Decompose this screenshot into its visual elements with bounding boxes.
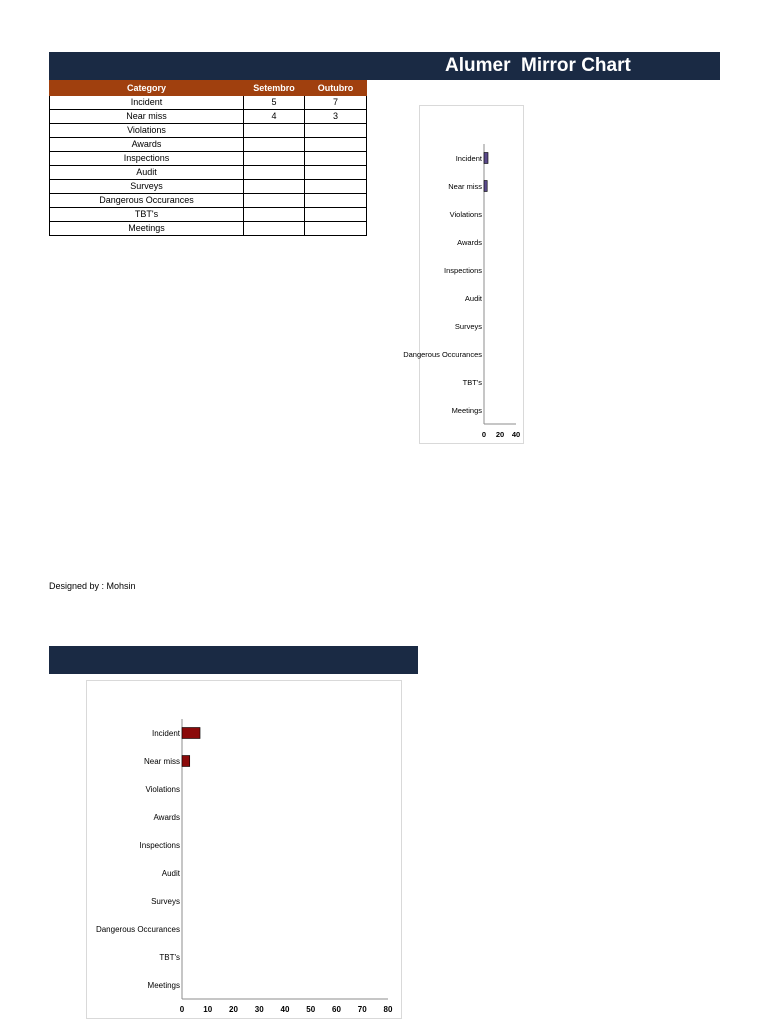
category-label: Audit: [161, 869, 180, 878]
designer-credit: Designed by : Mohsin: [49, 581, 136, 591]
table-cell[interactable]: [244, 166, 305, 180]
table-row: [50, 110, 367, 124]
table-cell[interactable]: 5: [244, 96, 305, 110]
table-cell[interactable]: Violations: [50, 124, 244, 138]
x-tick-label: 80: [383, 1005, 393, 1014]
x-tick-label: 60: [332, 1005, 341, 1014]
table-row: [50, 194, 367, 208]
column-header: Outubro: [305, 81, 367, 96]
table-cell[interactable]: [244, 194, 305, 208]
bar: [182, 756, 190, 767]
table-row: [50, 208, 367, 222]
table-row: [50, 124, 367, 138]
x-tick-label: 40: [280, 1005, 290, 1014]
table-cell[interactable]: [244, 208, 305, 222]
table-cell[interactable]: [305, 124, 367, 138]
category-label: Incident: [151, 729, 180, 738]
category-label: Violations: [145, 785, 180, 794]
table-cell[interactable]: [244, 124, 305, 138]
x-tick-label: 30: [254, 1005, 264, 1014]
category-label: Surveys: [454, 322, 482, 331]
data-table: [49, 80, 367, 236]
category-label: Inspections: [139, 841, 180, 850]
page-title: Alumer Mirror Chart: [445, 55, 631, 76]
table-cell[interactable]: [305, 138, 367, 152]
table-cell[interactable]: Inspections: [50, 152, 244, 166]
table-cell[interactable]: [305, 194, 367, 208]
table-row: [50, 166, 367, 180]
table-cell[interactable]: [305, 166, 367, 180]
table-cell[interactable]: Awards: [50, 138, 244, 152]
table-row: [50, 138, 367, 152]
x-tick-label: 0: [179, 1005, 185, 1014]
category-label: Dangerous Occurances: [403, 350, 482, 359]
table-cell[interactable]: [305, 152, 367, 166]
table-cell[interactable]: 7: [305, 96, 367, 110]
setembro-chart-svg: [403, 106, 523, 443]
title-banner: [49, 52, 720, 80]
bar: [182, 728, 200, 739]
table-row: [50, 152, 367, 166]
category-label: Violations: [449, 210, 482, 219]
table-cell[interactable]: [305, 180, 367, 194]
x-tick-label: 40: [511, 430, 521, 439]
bar: [484, 153, 488, 164]
category-label: Incident: [455, 154, 482, 163]
setembro-chart[interactable]: [403, 105, 524, 444]
table-cell[interactable]: [244, 180, 305, 194]
table-header-row: [50, 81, 367, 96]
category-label: Audit: [464, 294, 482, 303]
x-tick-label: 70: [357, 1005, 367, 1014]
x-tick-label: 20: [229, 1005, 238, 1014]
table-cell[interactable]: 3: [305, 110, 367, 124]
x-tick-label: 20: [495, 430, 505, 439]
outubro-chart[interactable]: [86, 680, 402, 1019]
table-row: [50, 180, 367, 194]
category-label: Near miss: [448, 182, 482, 191]
category-label: TBT's: [159, 953, 180, 962]
table-cell[interactable]: [244, 138, 305, 152]
table-cell[interactable]: [244, 222, 305, 236]
column-header: Setembro: [244, 81, 305, 96]
x-tick-label: 50: [306, 1005, 316, 1014]
table-row: [50, 96, 367, 110]
bar: [484, 181, 487, 192]
table-cell[interactable]: Audit: [50, 166, 244, 180]
category-label: Awards: [153, 813, 180, 822]
category-label: Awards: [457, 238, 482, 247]
outubro-chart-svg: [87, 681, 401, 1018]
table-cell[interactable]: TBT's: [50, 208, 244, 222]
table-cell[interactable]: Incident: [50, 96, 244, 110]
table-row: [50, 222, 367, 236]
category-label: Dangerous Occurances: [95, 925, 180, 934]
category-label: Inspections: [444, 266, 482, 275]
x-tick-label: 0: [481, 430, 487, 439]
category-label: Surveys: [151, 897, 180, 906]
table-cell[interactable]: [305, 222, 367, 236]
x-tick-label: 10: [203, 1005, 213, 1014]
table-cell[interactable]: Meetings: [50, 222, 244, 236]
column-header: Category: [50, 81, 244, 96]
secondary-banner: [49, 646, 418, 674]
table-cell[interactable]: Dangerous Occurances: [50, 194, 244, 208]
category-label: Near miss: [143, 757, 180, 766]
table-cell[interactable]: [305, 208, 367, 222]
category-label: Meetings: [147, 981, 180, 990]
table-cell[interactable]: Near miss: [50, 110, 244, 124]
table-cell[interactable]: 4: [244, 110, 305, 124]
category-label: Meetings: [451, 406, 482, 415]
table-cell[interactable]: [244, 152, 305, 166]
category-label: TBT's: [462, 378, 482, 387]
table-cell[interactable]: Surveys: [50, 180, 244, 194]
